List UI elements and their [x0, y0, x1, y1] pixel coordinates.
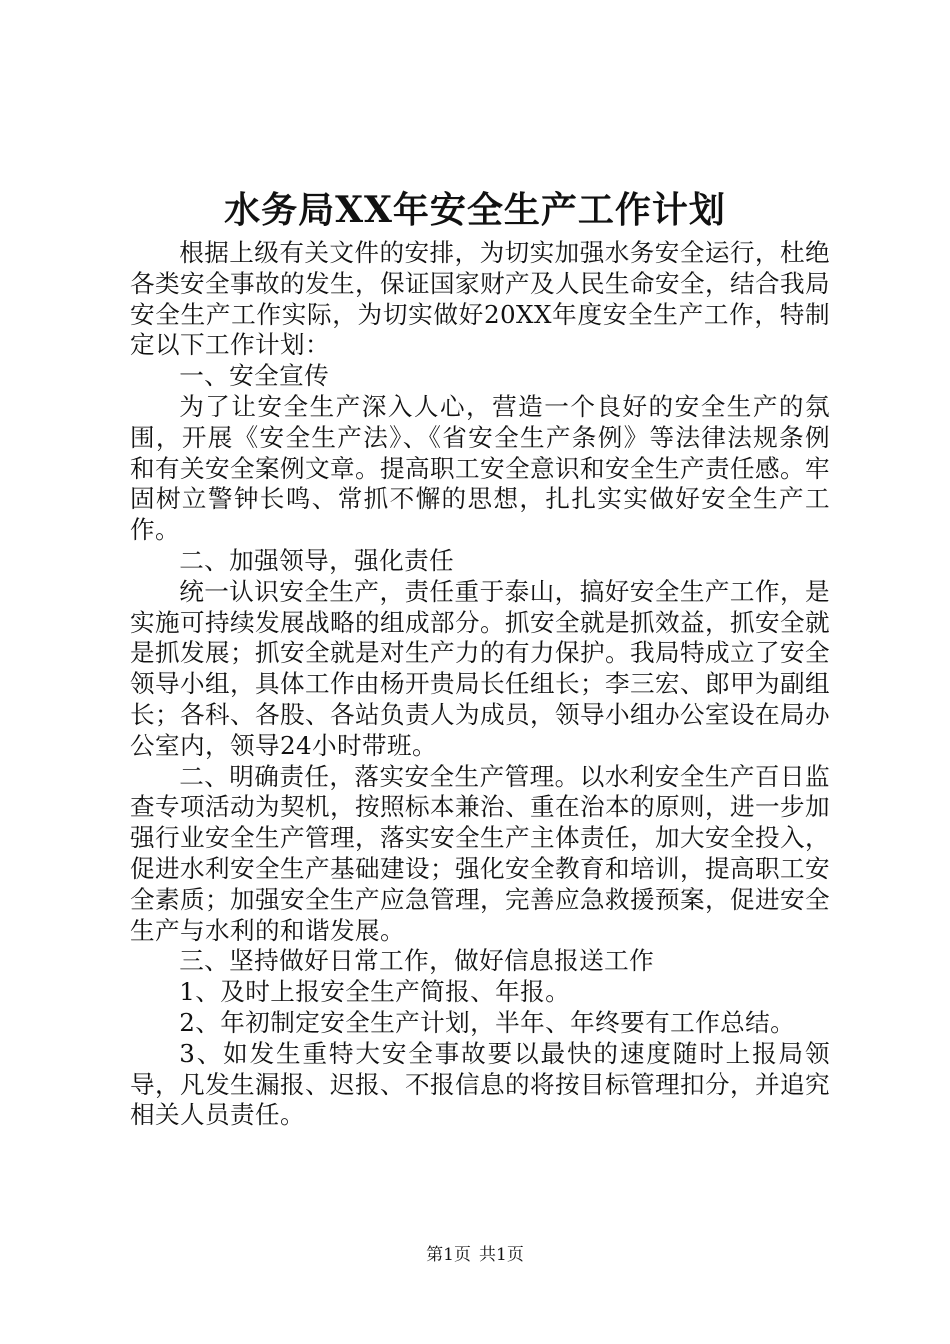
- section-heading-daily-work: 三、坚持做好日常工作，做好信息报送工作: [179, 946, 655, 976]
- page-number-total: 共1页: [479, 1245, 524, 1265]
- list-item-3: 3、如发生重特大安全事故要以最快的速度随时上报局领导，凡发生漏报、迟报、不报信息的将按目标管理扣分，并追究相关人员责任。: [130, 1038, 830, 1130]
- page-footer: [0, 1244, 950, 1266]
- list-item-2: 2、年初制定安全生产计划，半年、年终要有工作总结。: [179, 1007, 796, 1037]
- paragraph-leadership: 统一认识安全生产，责任重于泰山，搞好安全生产工作，是实施可持续发展战略的组成部分。抓安全就是抓效益，抓安全就是抓发展；抓安全就是对生产力的有力保护。我局特成立了安全领导小组，具体工作由杨开贵局长任组长；李三宏、郎甲为副组长；各科、各股、各站负责人为成员，领导小组办公室设在局办公室内，领导24小时带班。: [130, 576, 830, 760]
- section-heading-leadership: 二、加强领导，强化责任: [179, 545, 455, 575]
- paragraph-publicity: 为了让安全生产深入人心，营造一个良好的安全生产的氛围，开展《安全生产法》、《省安全生产条例》等法律法规条例和有关安全案例文章。提高职工安全意识和安全生产责任感。牢固树立警钟长鸣、常抓不懈的思想，扎扎实实做好安全生产工作。: [130, 391, 830, 545]
- document-title: 水务局XX年安全生产工作计划: [224, 189, 726, 231]
- section-heading-publicity: 一、安全宣传: [179, 361, 330, 391]
- paragraph-intro: 根据上级有关文件的安排，为切实加强水务安全运行，杜绝各类安全事故的发生，保证国家财产及人民生命安全，结合我局安全生产工作实际，为切实做好20XX年度安全生产工作，特制定以下工作计划：: [130, 238, 830, 360]
- document-body: [130, 238, 830, 1131]
- list-item-1: 1、及时上报安全生产简报、年报。: [179, 977, 571, 1007]
- paragraph-responsibility: 二、明确责任，落实安全生产管理。以水利安全生产百日监查专项活动为契机，按照标本兼治、重在治本的原则，进一步加强行业安全生产管理，落实安全生产主体责任，加大安全投入，促进水利安全生产基础建设；强化安全教育和培训，提高职工安全素质；加强安全生产应急管理，完善应急救援预案，促进安全生产与水利的和谐发展。: [130, 761, 830, 945]
- page-number-current: 第1页: [426, 1245, 471, 1265]
